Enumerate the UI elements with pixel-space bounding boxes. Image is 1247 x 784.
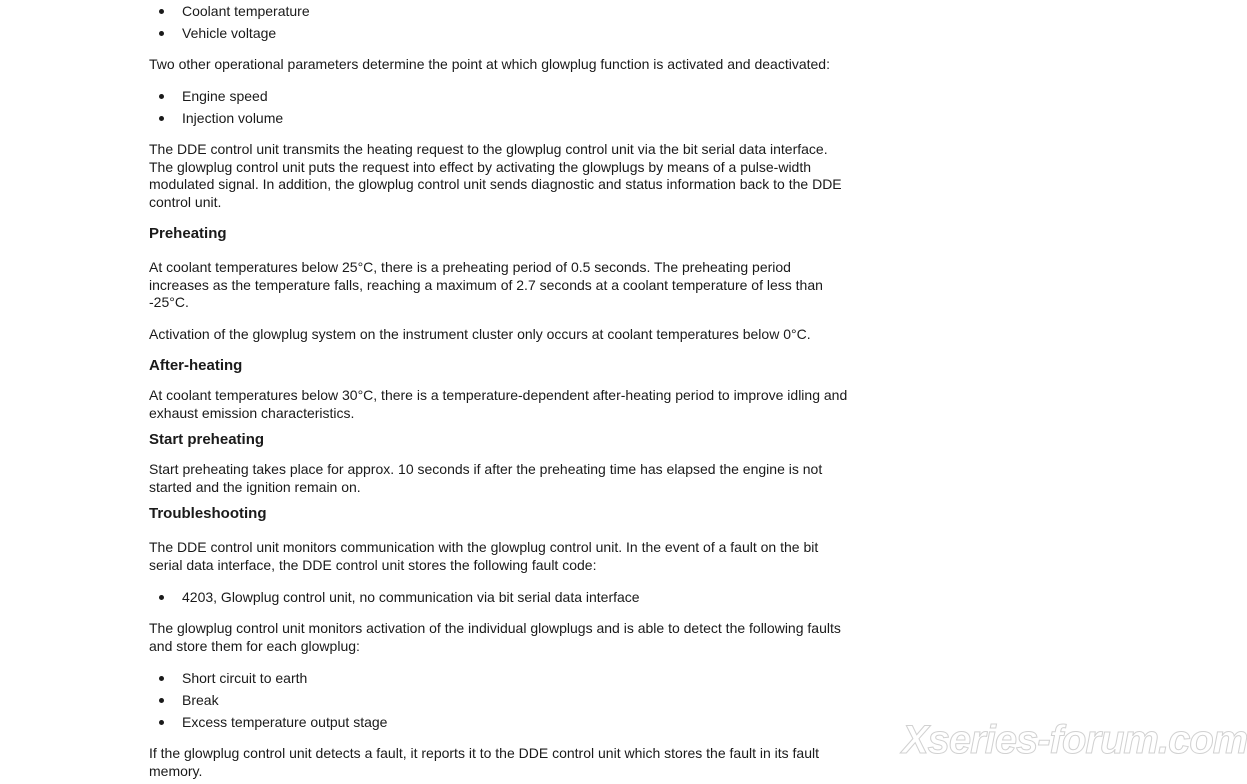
paragraph-after-heating: At coolant temperatures below 30°C, there is a temperature-dependent after-heating period to improve idling and exhaust emission characteristics. [149,387,848,421]
bullet-icon [159,595,164,600]
bullet-icon [159,31,164,36]
bullet-icon [159,94,164,99]
bullet-icon [159,676,164,681]
paragraph-preheating: At coolant temperatures below 25°C, there is a preheating period of 0.5 seconds. The preheating period increases as the temperature falls, reaching a maximum of 2.7 seconds at a coolant temperature of less than -25°C. [149,259,823,311]
paragraph-troubleshooting-communication: The DDE control unit monitors communication with the glowplug control unit. In the event of a fault on the bit serial data interface, the DDE control unit stores the following fault code: [149,539,819,573]
paragraph-dde-request: The DDE control unit transmits the heating request to the glowplug control unit via the bit serial data interface. The glowplug control unit puts the request into effect by activating the glowplugs by means of a pulse-width modulated signal. In addition, the glowplug control unit sends diagnostic and status information back to the DDE control unit. [149,141,842,210]
paragraph-start-preheating: Start preheating takes place for approx. 10 seconds if after the preheating time has elapsed the engine is not started and the ignition remain on. [149,461,823,495]
paragraph-instrument-cluster: Activation of the glowplug system on the instrument cluster only occurs at coolant temperatures below 0°C. [149,326,811,342]
paragraph-fault-memory: If the glowplug control unit detects a fault, it reports it to the DDE control unit which stores the fault in its fault memory. [149,745,820,779]
heading-preheating: Preheating [149,225,227,242]
heading-troubleshooting: Troubleshooting [149,505,267,522]
heading-start-preheating: Start preheating [149,431,265,448]
bullet-icon [159,698,164,703]
bullet-icon [159,116,164,121]
paragraph-parameters: Two other operational parameters determine the point at which glowplug function is activated and deactivated: [149,56,830,72]
bullet-icon [159,720,164,725]
bullet-icon [159,9,164,14]
heading-after-heating: After-heating [149,357,243,374]
paragraph-glowplug-monitoring: The glowplug control unit monitors activation of the individual glowplugs and is able to detect the following faults and store them for each glowplug: [149,620,841,654]
watermark-logo: Xseries-forum.com [902,718,1247,762]
